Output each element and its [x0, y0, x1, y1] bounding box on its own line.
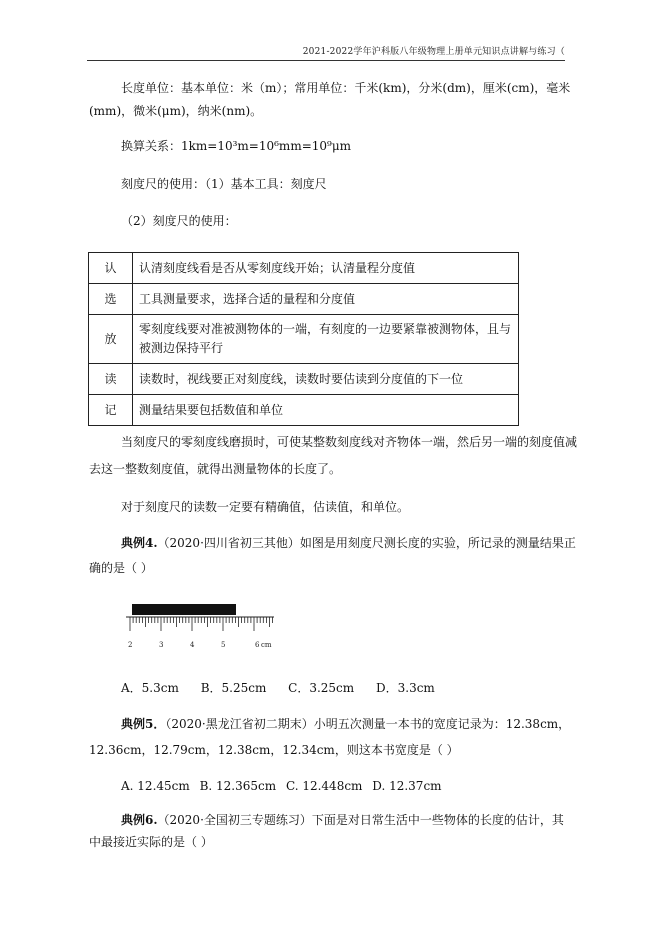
- ex4-stem: （2020·四川省初三其他）如图是用刻度尺测长度的实验，所记录的测量结果正: [157, 536, 576, 550]
- table-key: 读: [89, 364, 133, 395]
- table-text: 零刻度线要对准被测物体的一端，有刻度的一边要紧靠被测物体，且与被测边保持平行: [133, 315, 519, 364]
- ruler-use-line-2: （2）刻度尺的使用：: [121, 214, 237, 228]
- ex5-stem: （2020·黑龙江省初二期末）小明五次测量一本书的宽度记录为：12.38cm，: [165, 717, 571, 731]
- table-text: 工具测量要求，选择合适的量程和分度值: [133, 284, 519, 315]
- note2-line: 对于刻度尺的读数一定要有精确值，估读值，和单位。: [121, 500, 410, 514]
- ex4-line-1: [121, 531, 576, 555]
- ex5-option-a: A. 12.45cm: [121, 779, 190, 793]
- page-header: 2021-2022学年沪科版八年级物理上册单元知识点讲解与练习（: [302, 47, 565, 57]
- ex5-option-c: C. 12.448cm: [285, 779, 363, 793]
- ex6-label: 典例6.: [121, 813, 158, 827]
- tick-label-3: 3: [159, 641, 164, 649]
- ex4-option-c: C．3.25cm: [288, 681, 355, 695]
- ex5-option-d: D. 12.37cm: [372, 779, 442, 793]
- table-row: [89, 315, 519, 364]
- ex5-line-2: 12.36cm，12.79cm，12.38cm，12.34cm，则这本书宽度是（ ）: [89, 743, 459, 757]
- table-row: [89, 253, 519, 284]
- ex4-option-d: D．3.3cm: [376, 681, 435, 695]
- ex6-line-1: [121, 808, 564, 832]
- table-row: [89, 284, 519, 315]
- table-key: 选: [89, 284, 133, 315]
- ex6-stem: （2020·全国初三专题练习）下面是对日常生活中一些物体的长度的估计，其: [157, 813, 564, 827]
- ruler-labels: [128, 641, 272, 649]
- tick-label-6: 6: [255, 641, 260, 649]
- conversion-line: 换算关系：1km=10³m=10⁶mm=10⁹μm: [121, 139, 352, 153]
- tick-label-2: 2: [128, 641, 133, 649]
- ruler-unit: cm: [261, 641, 272, 649]
- ex6-line-2: 中最接近实际的是（ ）: [89, 835, 213, 849]
- ruler-usage-table: [88, 252, 519, 426]
- table-text: 读数时，视线要正对刻度线，读数时要估读到分度值的下一位: [133, 364, 519, 395]
- measured-object: [132, 604, 236, 615]
- ex5-line-1: [121, 712, 570, 736]
- units-line-1: 长度单位：基本单位：米（m）；常用单位：千米(km)，分米(dm)，厘米(cm)，毫米: [121, 81, 571, 95]
- ex4-line-2: 确的是（ ）: [89, 561, 153, 575]
- ex4-option-a: A．5.3cm: [121, 681, 179, 695]
- ruler-figure: [120, 602, 290, 652]
- ex4-option-b: B．5.25cm: [200, 681, 267, 695]
- tick-label-5: 5: [221, 641, 226, 649]
- ex5-options: [121, 774, 460, 798]
- table-key: 认: [89, 253, 133, 284]
- table-key: 放: [89, 315, 133, 364]
- ex4-label: 典例4.: [121, 536, 158, 550]
- table-key: 记: [89, 395, 133, 426]
- ex5-option-b: B. 12.365cm: [199, 779, 277, 793]
- ex4-options: [121, 676, 453, 700]
- header-divider: [87, 60, 565, 61]
- ruler-ticks: [130, 617, 273, 631]
- ruler-use-line: 刻度尺的使用：（1）基本工具：刻度尺: [121, 177, 327, 191]
- units-line-2: (mm)，微米(μm)，纳米(nm)。: [89, 104, 263, 118]
- table-row: [89, 395, 519, 426]
- table-text: 测量结果要包括数值和单位: [133, 395, 519, 426]
- tick-label-4: 4: [190, 641, 195, 649]
- ex5-label: 典例5．: [121, 717, 166, 731]
- table-text: 认清刻度线看是否从零刻度线开始；认清量程分度值: [133, 253, 519, 284]
- note1-line-1: 当刻度尺的零刻度线磨损时，可使某整数刻度线对齐物体一端，然后另一端的刻度值减: [121, 435, 578, 449]
- table-row: [89, 364, 519, 395]
- note1-line-2: 去这一整数刻度值，就得出测量物体的长度了。: [89, 462, 342, 476]
